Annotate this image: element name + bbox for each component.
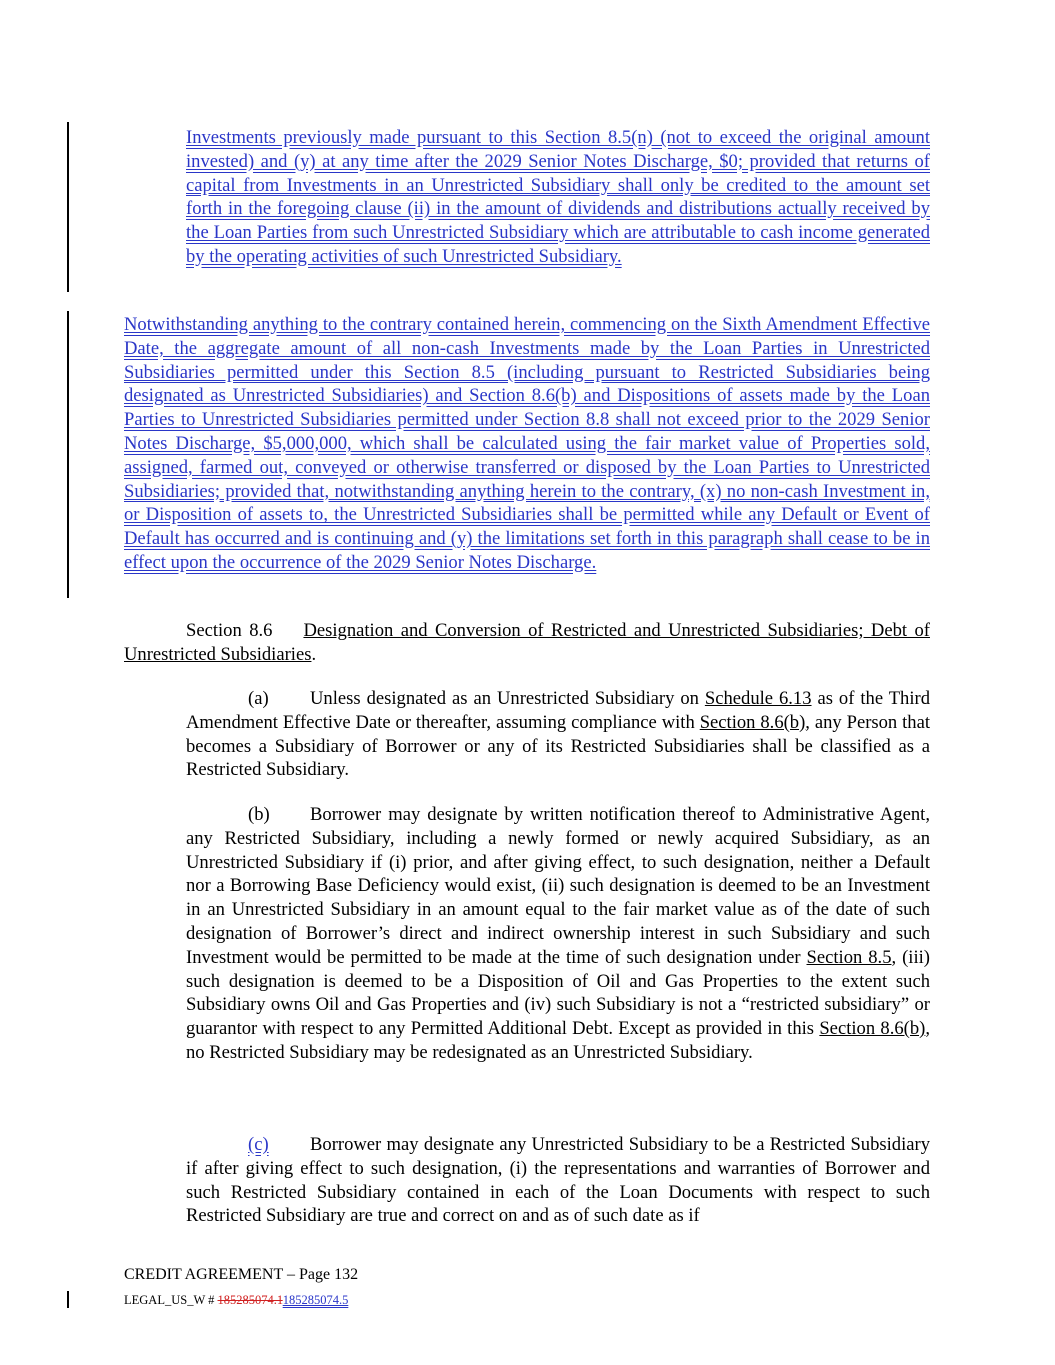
inserted-text: Notwithstanding anything to the contrary contained herein, commencing on the Sixth Amendment Effective Date, the aggregate amount of all non-cash Investments made by the Loan Parties in Unrestricted Subsidiaries permitted under this Section 8.5 (including pursuant to Restricted Subsidiaries being designated as Unrestricted Subsidiaries) and Section 8.6(b) and Dispositions of assets made by the Loan Parties to Unrestricted Subsidiaries permitted under Section 8.8 shall not exceed prior to the 2029 Senior Notes Discharge, $5,000,000, which shall be calculated using the fair market value of Properties sold, assigned, farmed out, conveyed or otherwise transferred or disposed by the Loan Parties to Unrestricted Subsidiaries; provided that, notwithstanding anything herein to the contrary, (x) no non-cash Investment in, or Disposition of assets to, the Unrestricted Subsidiaries shall be permitted while any Default or Event of Default has occurred and is continuing and (y) the limitations set forth in this paragraph shall cease to be in effect upon the occurrence of the 2029 Senior Notes Discharge.: [124, 314, 930, 573]
change-bar: [67, 311, 69, 598]
section-heading: Section 8.6 Designation and Conversion of Restricted and Unrestricted Subsidiaries; Debt of Unrestricted Subsidiaries.: [124, 620, 930, 665]
section-reference: Section 8.6(b): [819, 1018, 926, 1040]
clause-b: (b) Borrower may designate by written notification thereof to Administrative Agent, any Restricted Subsidiary, including a newly formed or newly acquired Subsidiary, as an Unrestricted Subsidiary if (i) prior, and after giving effect, to such designation, neither a Default nor a Borrowing Base Deficiency would exist, (ii) such designation is deemed to be an Investment in an Unrestricted Subsidiary in an amount equal to the fair market value as of the date of such designation of Borrower’s direct and indirect ownership interest in such Subsidiary and such Investment would be permitted to be made at the time of such designation under Section 8.5, (iii) such designation is deemed to be a Disposition of Oil and Gas Properties to the extent such Subsidiary owns Oil and Gas Properties and (iv) such Subsidiary is not a “restricted subsidiary” or guarantor with respect to any Permitted Additional Debt. Except as provided in this Section 8.6(b), no Restricted Subsidiary may be redesignated as an Unrestricted Subsidiary.: [186, 804, 930, 1063]
paragraph-notwithstanding: [124, 313, 930, 575]
paragraph-investments-continued: [186, 126, 930, 269]
document-id: LEGAL_US_W # 185285074.1185285074.5: [124, 1293, 349, 1307]
change-bar: [67, 1291, 69, 1308]
clause-c: (c) Borrower may designate any Unrestricted Subsidiary to be a Restricted Subsidiary if after giving effect to such designation, (i) the representations and warranties of Borrower and such Restricted Subsidiary contained in each of the Loan Documents with respect to such Restricted Subsidiary are true and correct on and as of such date as if: [186, 1134, 930, 1227]
section-title: Designation and Conversion of Restricted and Unrestricted Subsidiaries; Debt of Unrestricted Subsidiaries: [124, 620, 930, 665]
section-number: Section 8.6: [186, 620, 273, 641]
page-footer: CREDIT AGREEMENT – Page 132: [124, 1266, 359, 1283]
deleted-doc-id: 185285074.1: [217, 1293, 283, 1307]
section-reference: Section 8.6(b): [699, 711, 806, 733]
inserted-doc-id: 185285074.5: [282, 1293, 349, 1307]
inserted-text: Investments previously made pursuant to this Section 8.5(n) (not to exceed the original amount invested) and (y) at any time after the 2029 Senior Notes Discharge, $0; provided that returns of capital from Investments in an Unrestricted Subsidiary shall only be credited to the amount set forth in the foregoing clause (ii) in the amount of dividends and distributions actually received by the Loan Parties from such Unrestricted Subsidiary which are attributable to cash income generated by the operating activities of such Unrestricted Subsidiary.: [186, 127, 930, 267]
clause-label: (b): [248, 804, 270, 825]
clause-a: (a) Unless designated as an Unrestricted Subsidiary on Schedule 6.13 as of the Third Amendment Effective Date or thereafter, assuming compliance with Section 8.6(b), any Person that becomes a Subsidiary of Borrower or any of its Restricted Subsidiaries shall be classified as a Restricted Subsidiary.: [186, 688, 931, 781]
change-bar: [67, 122, 69, 292]
section-reference: Section 8.5: [806, 946, 892, 968]
schedule-reference: Schedule 6.13: [704, 688, 812, 709]
clause-label: (a): [248, 688, 269, 709]
clause-label: (c): [248, 1134, 269, 1155]
